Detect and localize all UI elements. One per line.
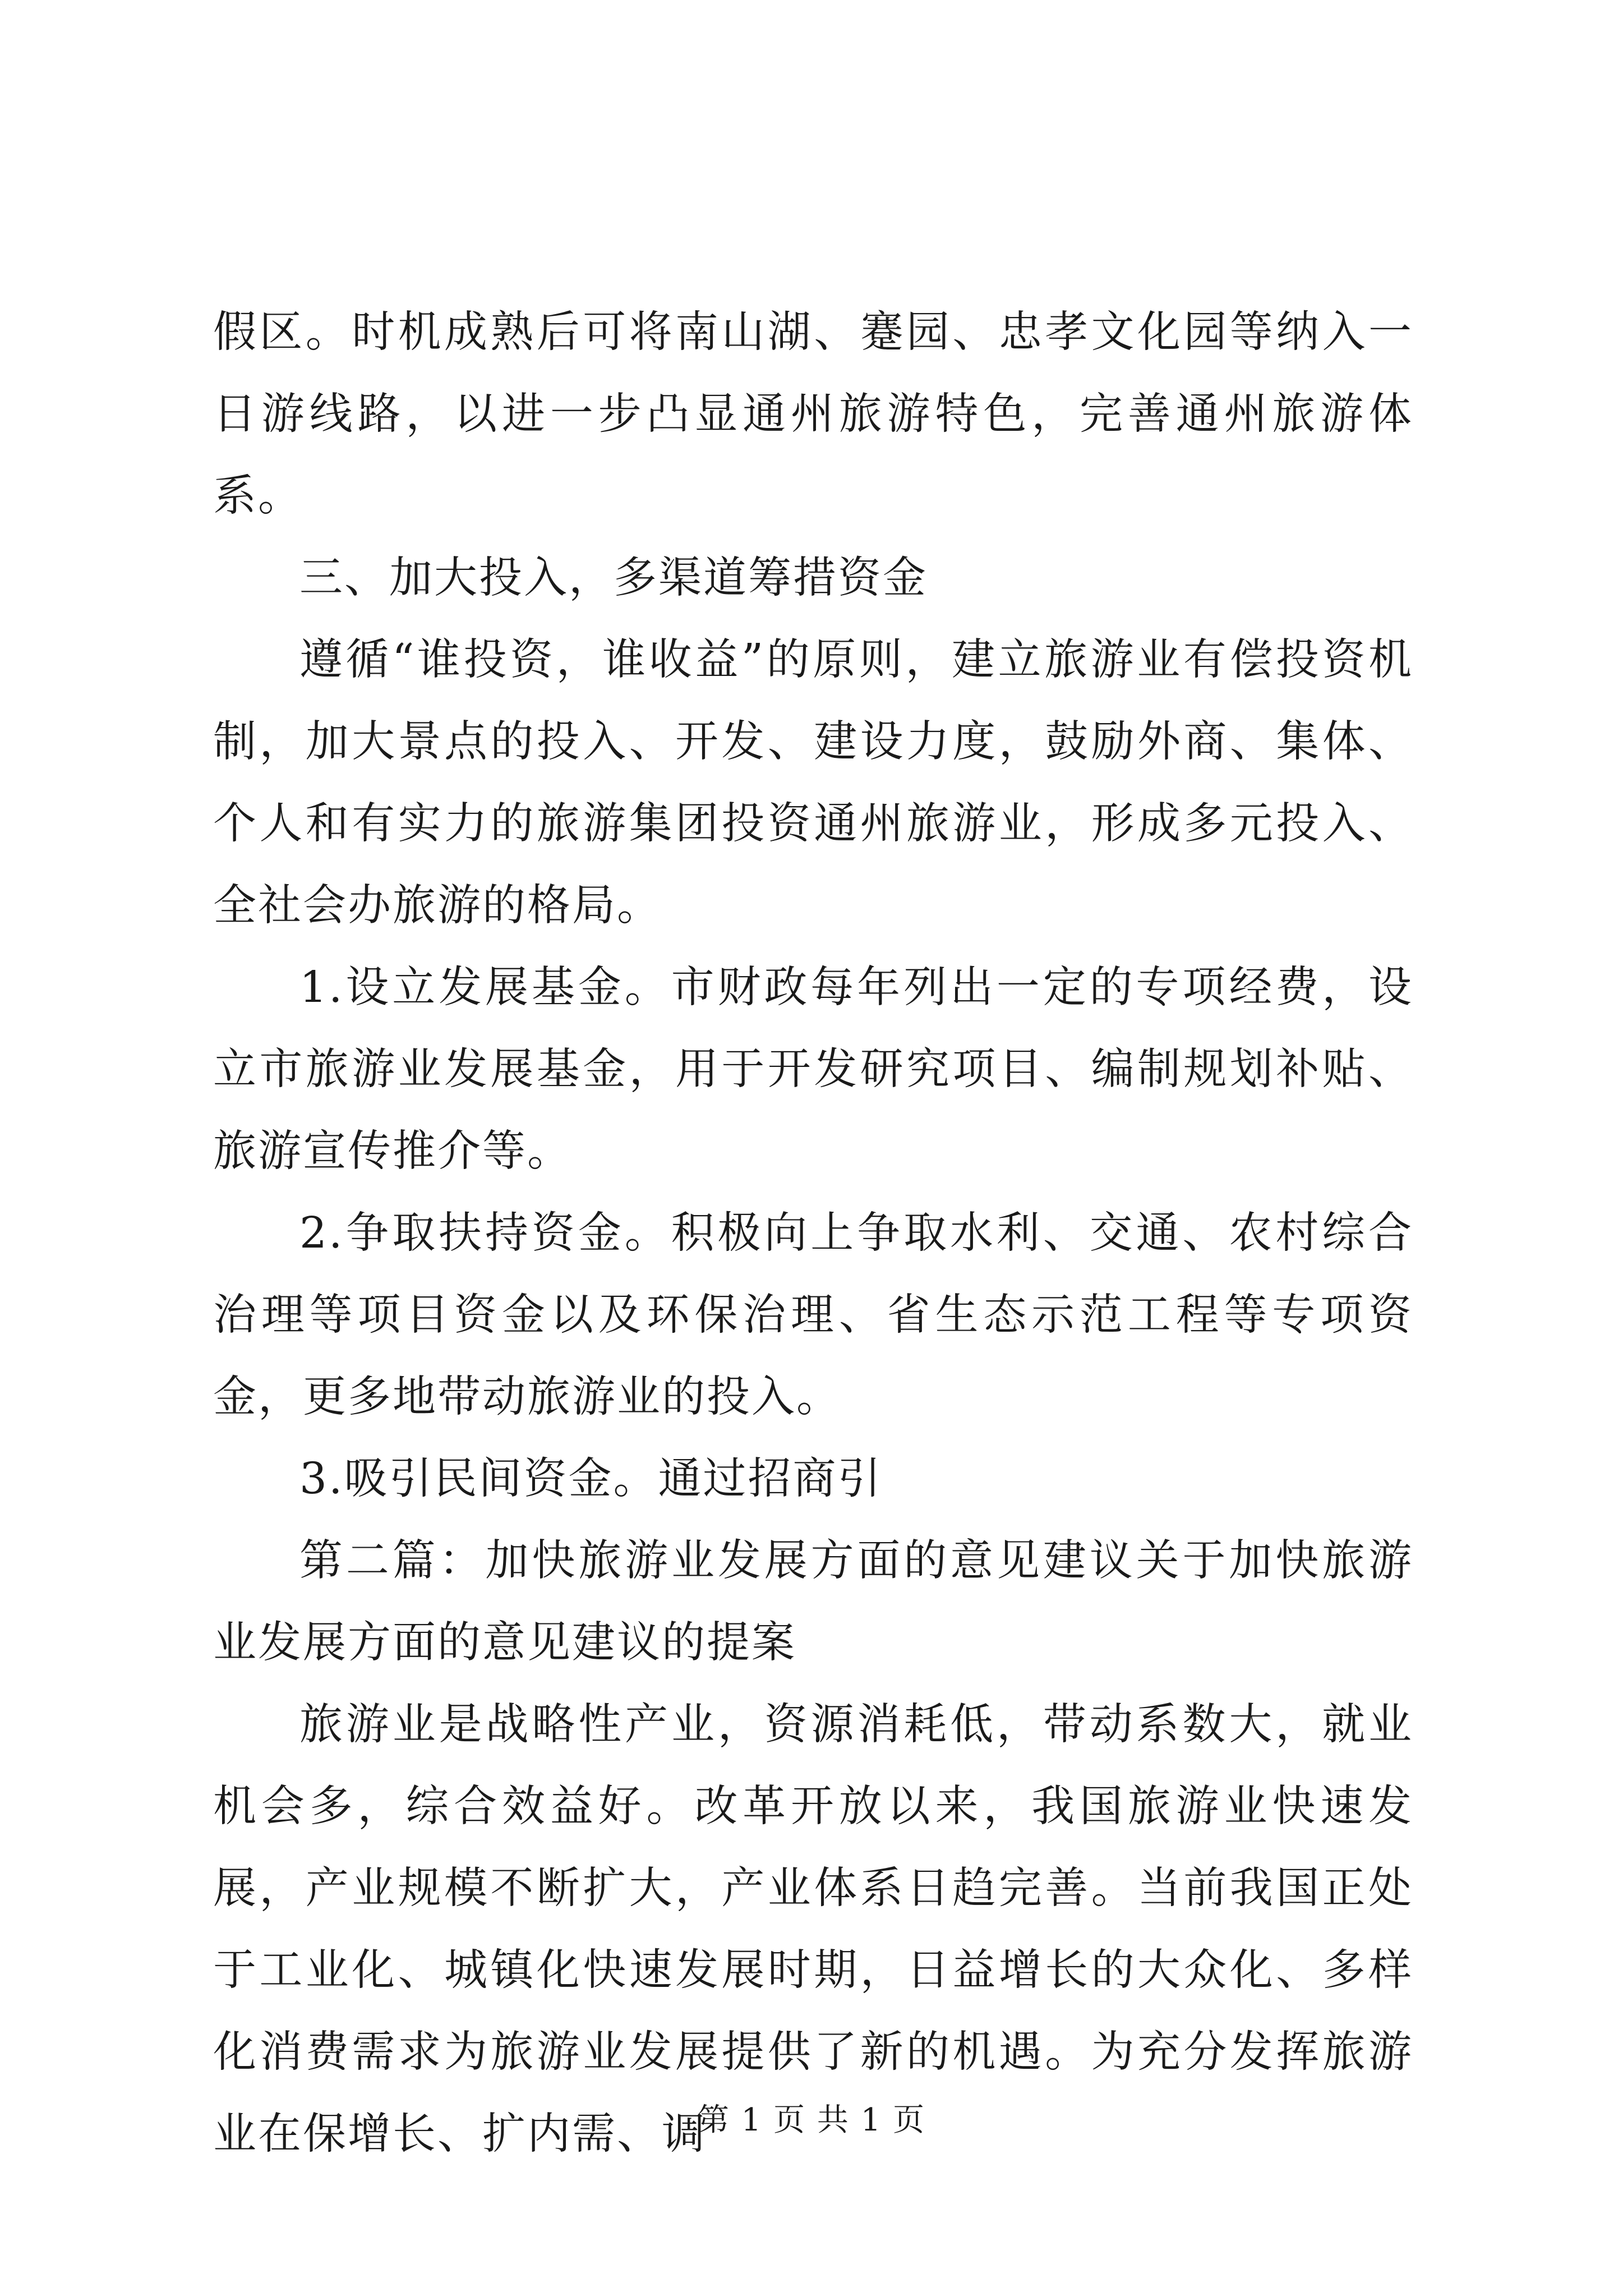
paragraph-2: 遵循“谁投资，谁收益”的原则，建立旅游业有偿投资机制，加大景点的投入、开发、建设力度，鼓励外商、集体、个人和有实力的旅游集团投资通州旅游业，形成多元投入、全社会办旅游的格局。 <box>213 635 1413 931</box>
list-item-1: 1.设立发展基金。市财政每年列出一定的专项经费，设立市旅游业发展基金，用于开发研究项目、编制规划补贴、旅游宣传推介等。 <box>213 963 1413 1176</box>
paragraph-1: 假区。时机成熟后可将南山湖、蹇园、忠孝文化园等纳入一日游线路，以进一步凸显通州旅游特色，完善通州旅游体系。 <box>213 307 1413 521</box>
paragraph-3: 旅游业是战略性产业，资源消耗低，带动系数大，就业机会多，综合效益好。改革开放以来，我国旅游业快速发展，产业规模不断扩大，产业体系日趋完善。当前我国正处于工业化、城镇化快速发展时期，日益增长的大众化、多样化消费需求为旅游业发展提供了新的机遇。为充分发挥旅游业在保增长、扩内需、调 <box>213 1700 1413 2159</box>
document-body <box>213 292 1413 2175</box>
page-footer: 第 1 页 共 1 页 <box>697 2102 926 2138</box>
section-heading-3: 三、加大投入，多渠道筹措资金 <box>299 553 928 603</box>
chapter-title-2: 第二篇：加快旅游业发展方面的意见建议关于加快旅游业发展方面的意见建议的提案 <box>213 1536 1413 1668</box>
list-item-3: 3.吸引民间资金。通过招商引 <box>299 1454 883 1504</box>
list-item-2: 2.争取扶持资金。积极向上争取水利、交通、农村综合治理等项目资金以及环保治理、省生态示范工程等专项资金，更多地带动旅游业的投入。 <box>213 1208 1413 1422</box>
